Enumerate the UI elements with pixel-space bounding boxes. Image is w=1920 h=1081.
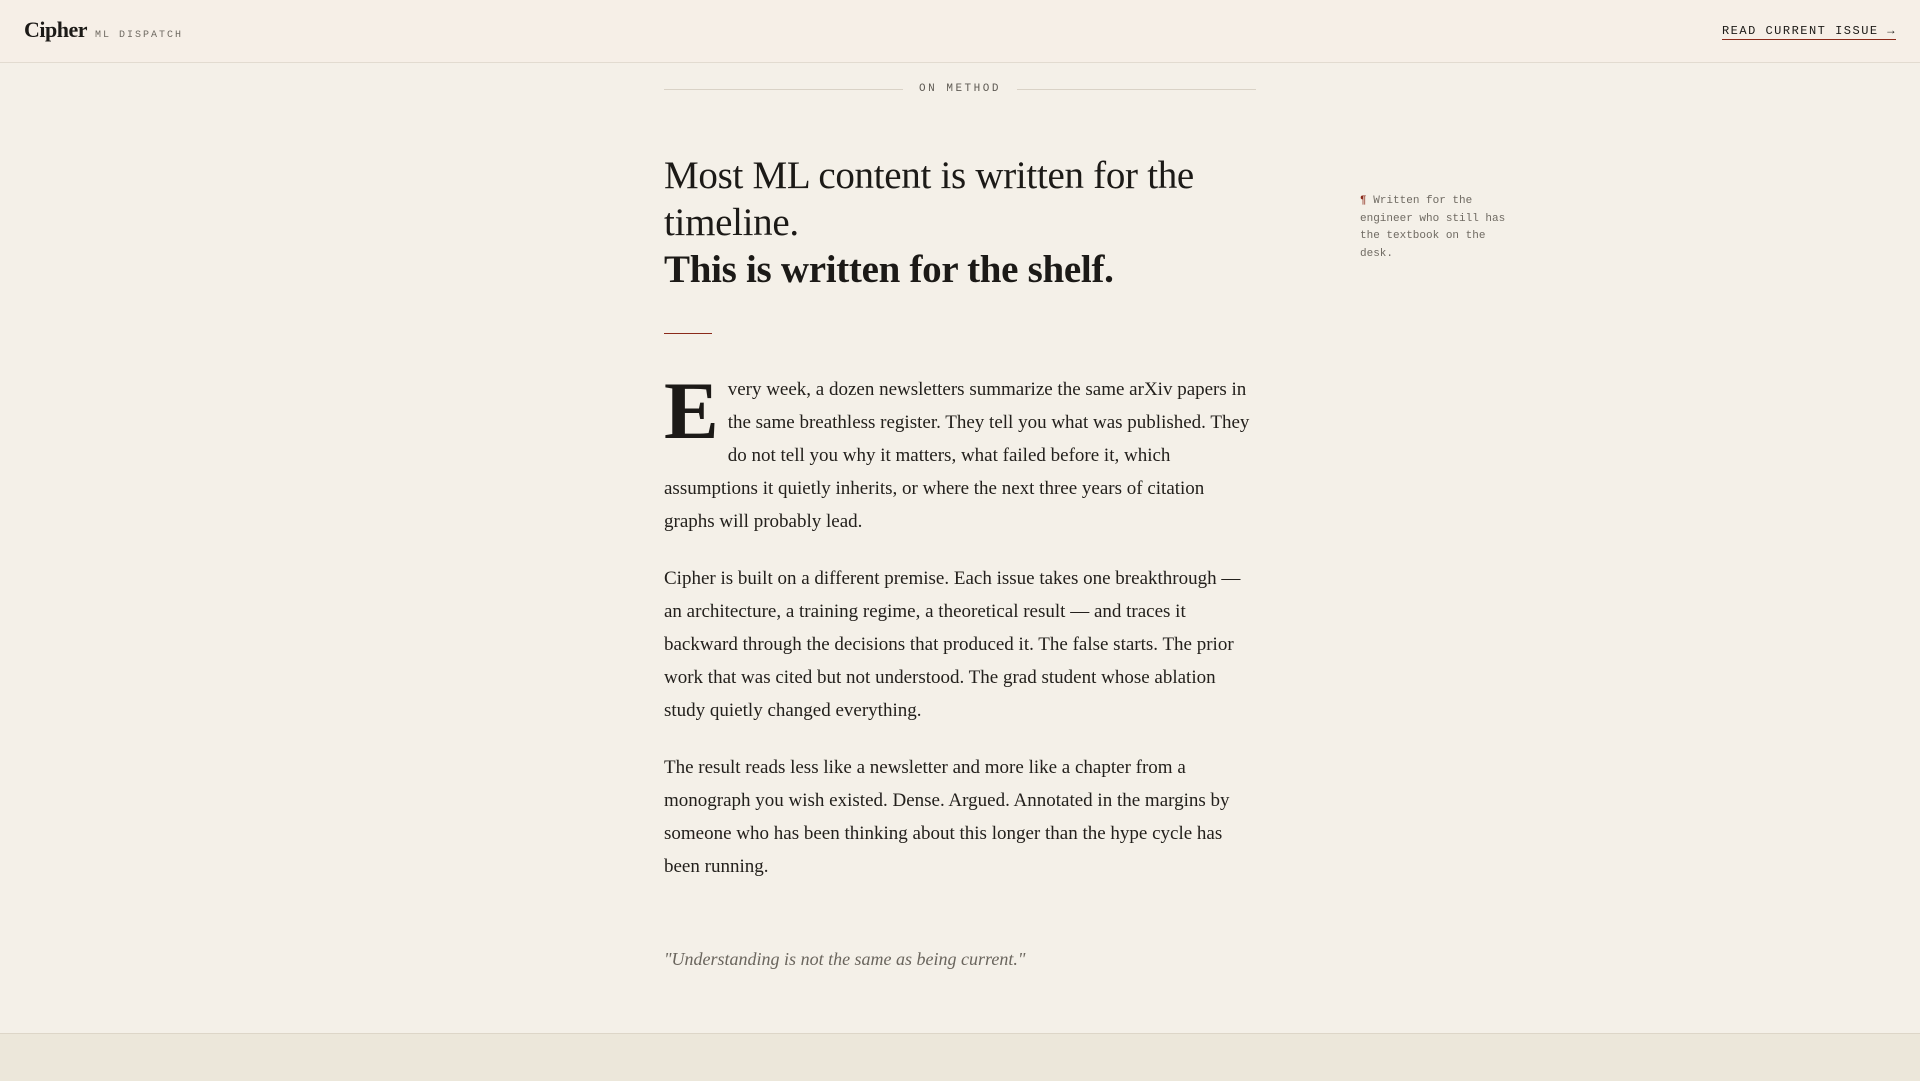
margin-note-text: Written for the engineer who still has the textbook on the desk.	[1360, 195, 1506, 260]
brand[interactable]	[24, 17, 183, 43]
brand-tagline: ML DISPATCH	[95, 30, 184, 41]
body-paragraph-3: The result reads less like a newsletter and more like a chapter from a monograph you wish existed. Dense. Argued. Annotated in the margins by someone who has been thinking about this longer than the hype cycle has been running.	[664, 757, 1230, 877]
headline-line-1: Most ML content is written for the timeline.	[664, 154, 1194, 244]
drop-cap: E	[664, 365, 719, 456]
body-paragraph-2: Cipher is built on a different premise. Each issue takes one breakthrough — an architecture, a training regime, a theoretical result — and traces it backward through the decisions that produced it. The false starts. The prior work that was cited but not understood. The grad student whose ablation study quietly changed everything.	[664, 568, 1241, 721]
margin-note	[1360, 193, 1520, 263]
headline-line-2: This is written for the shelf.	[664, 248, 1114, 291]
accent-divider	[664, 333, 712, 334]
read-current-issue-link[interactable]: READ CURRENT ISSUE →	[1721, 24, 1896, 38]
section-label-row	[664, 80, 1256, 98]
footer-band	[0, 1033, 1920, 1081]
article	[664, 152, 1256, 970]
pilcrow-icon: ¶	[1360, 195, 1367, 207]
body-paragraph-1-text: very week, a dozen newsletters summarize the same arXiv papers in the same breathless register. They tell you what was published. They do not tell you why it matters, what failed before it, which assumptions it quietly inherits, or where the next three years of citation graphs will probably lead.	[664, 379, 1250, 532]
section-rule-right	[1017, 89, 1256, 90]
brand-logo[interactable]: Cipher	[24, 17, 87, 42]
section-label: ON METHOD	[919, 83, 1001, 95]
body-paragraph-1	[664, 365, 1256, 538]
section-rule-left	[664, 89, 903, 90]
top-bar	[0, 0, 1920, 63]
closing-quote: "Understanding is not the same as being current."	[664, 949, 1026, 969]
headline	[664, 152, 1256, 293]
